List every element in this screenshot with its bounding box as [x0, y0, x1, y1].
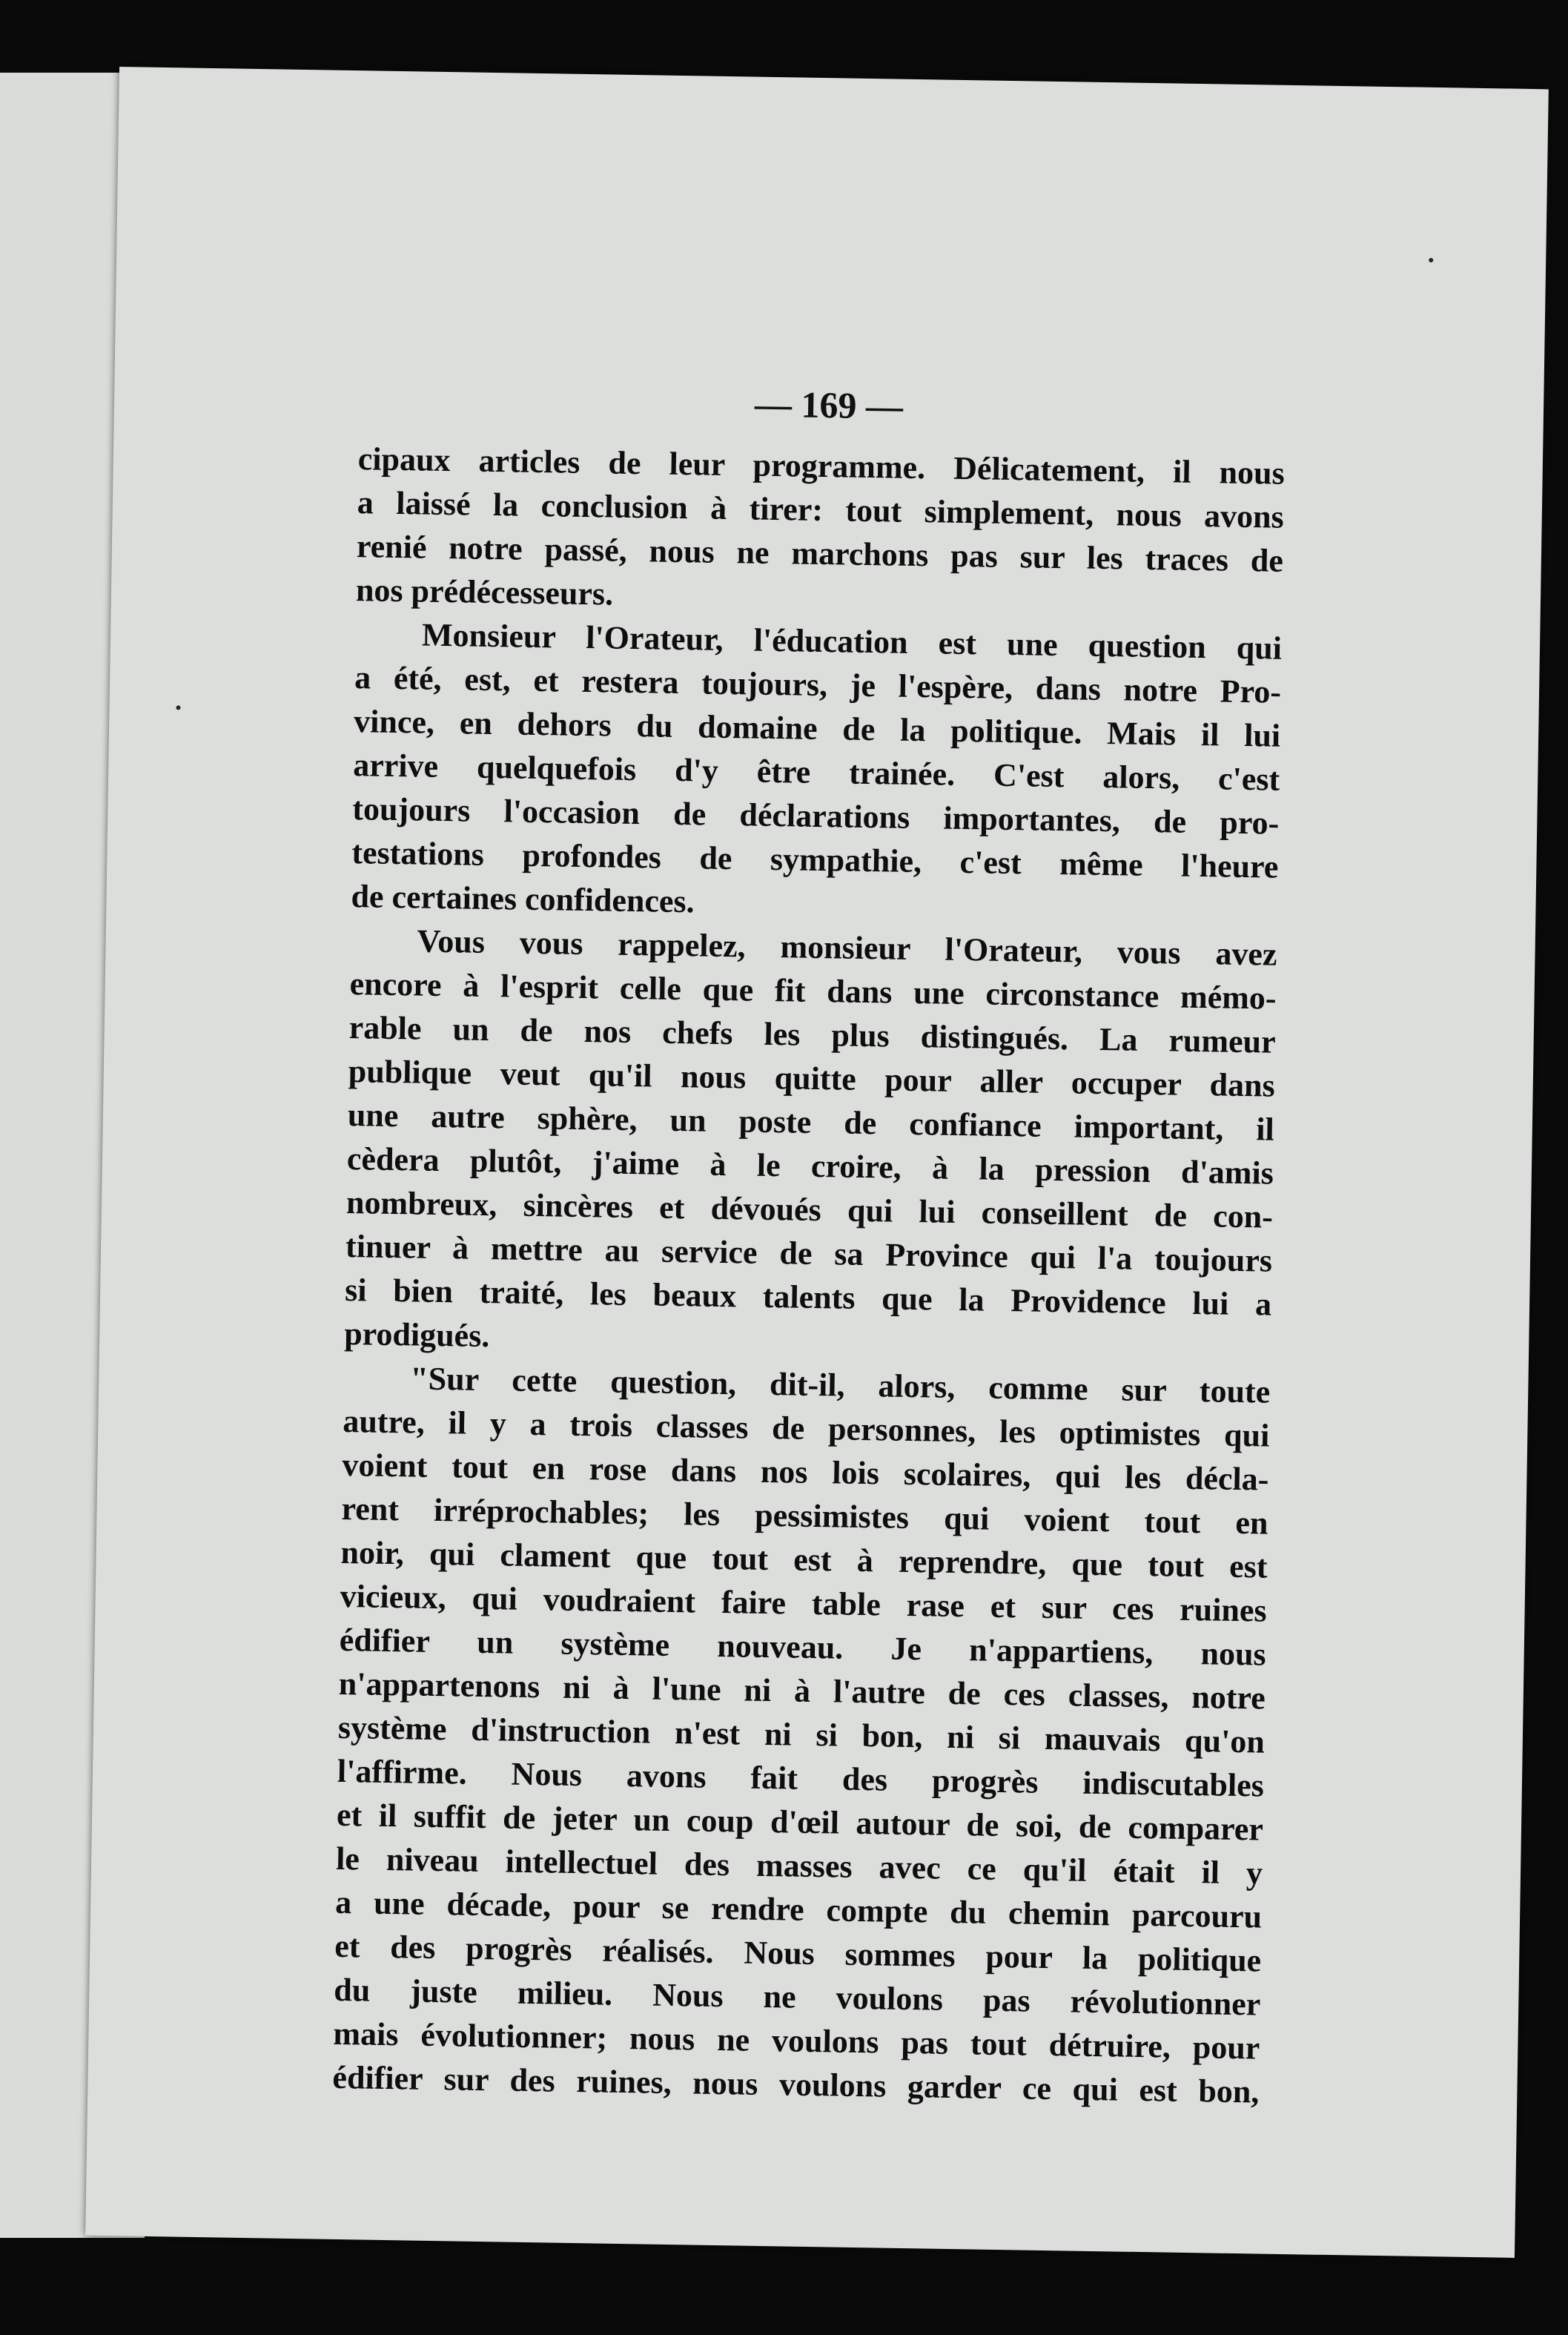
text-line: nos prédécesseurs. [355, 572, 614, 612]
text-line: encore à l'esprit celle que fit dans une circonstance mémo- [349, 965, 1277, 1017]
text-line: testations profondes de sympathie, c'est même l'heure [351, 834, 1279, 885]
body-text [332, 437, 1285, 2113]
text-line: cèdera plutôt, j'aime à le croire, à la pression d'amis [346, 1140, 1274, 1192]
text-line: une autre sphère, un poste de confiance important, il [347, 1097, 1275, 1148]
text-line: Vous vous rappelez, monsieur l'Orateur, vous avez [417, 922, 1277, 973]
text-line: et des progrès réalisés. Nous sommes pour la politique [334, 1927, 1262, 1979]
text-line: prodigués. [343, 1315, 490, 1355]
text-line: autre, il y a trois classes de personnes, les optimistes qui [343, 1403, 1270, 1454]
paper-speck [1429, 258, 1433, 262]
text-line: a laissé la conclusion à tirer: tout simplement, nous avons [357, 484, 1285, 535]
paper-speck [176, 705, 180, 710]
book-page [85, 67, 1549, 2258]
text-line: système d'instruction n'est ni si bon, ni si mauvais qu'on [337, 1708, 1266, 1760]
text-line: vince, en dehors du domaine de la politique. Mais il lui [353, 703, 1281, 754]
text-line: le niveau intellectuel des masses avec ce qu'il était il y [335, 1840, 1263, 1892]
text-line: si bien traité, les beaux talents que la Providence lui a [344, 1272, 1272, 1323]
text-line: toujours l'occasion de déclarations importantes, de pro- [352, 790, 1280, 842]
text-line: rent irréprochables; les pessimistes qui voient tout en [341, 1490, 1268, 1542]
text-line: rable un de nos chefs les plus distingués. La rumeur [348, 1009, 1277, 1060]
text-line: édifier un système nouveau. Je n'appartiens, nous [339, 1621, 1267, 1673]
text-line: a été, est, et restera toujours, je l'espère, dans notre Pro- [354, 659, 1282, 710]
text-line: a une décade, pour se rendre compte du chemin parcouru [334, 1883, 1263, 1935]
text-line: du juste milieu. Nous ne voulons pas révolutionner [334, 1971, 1261, 2023]
text-line: noir, qui clament que tout est à reprendre, que tout est [340, 1533, 1268, 1585]
text-line: "Sur cette question, dit-il, alors, comme sur toute [409, 1360, 1271, 1410]
text-line: renié notre passé, nous ne marchons pas sur les traces de [356, 528, 1284, 579]
text-line: l'affirme. Nous avons fait des progrès indiscutables [337, 1752, 1265, 1804]
text-line: voient tout en rose dans nos lois scolaires, qui les décla- [342, 1446, 1269, 1498]
text-line: et il suffit de jeter un coup d'œil autour de soi, de comparer [336, 1796, 1264, 1848]
text-line: publique veut qu'il nous quitte pour aller occuper dans [348, 1053, 1276, 1104]
text-line: tinuer à mettre au service de sa Province qui l'a toujours [345, 1228, 1273, 1279]
text-line: Monsieur l'Orateur, l'éducation est une question qui [421, 616, 1283, 667]
page-number: — 169 — [754, 383, 904, 427]
text-line: vicieux, qui voudraient faire table rase et sur ces ruines [340, 1577, 1267, 1629]
text-line: n'appartenons ni à l'une ni à l'autre de ces classes, notre [338, 1665, 1266, 1717]
text-line: édifier sur des ruines, nous voulons garder ce qui est bon, [332, 2058, 1260, 2110]
text-line: cipaux articles de leur programme. Délicatement, il nous [357, 440, 1286, 492]
text-line: arrive quelquefois d'y être trainée. C'est alors, c'est [352, 747, 1280, 798]
text-line: mais évolutionner; nous ne voulons pas tout détruire, pour [333, 2015, 1260, 2067]
text-line: de certaines confidences. [351, 878, 695, 920]
text-line: nombreux, sincères et dévoués qui lui conseillent de con- [345, 1184, 1274, 1235]
